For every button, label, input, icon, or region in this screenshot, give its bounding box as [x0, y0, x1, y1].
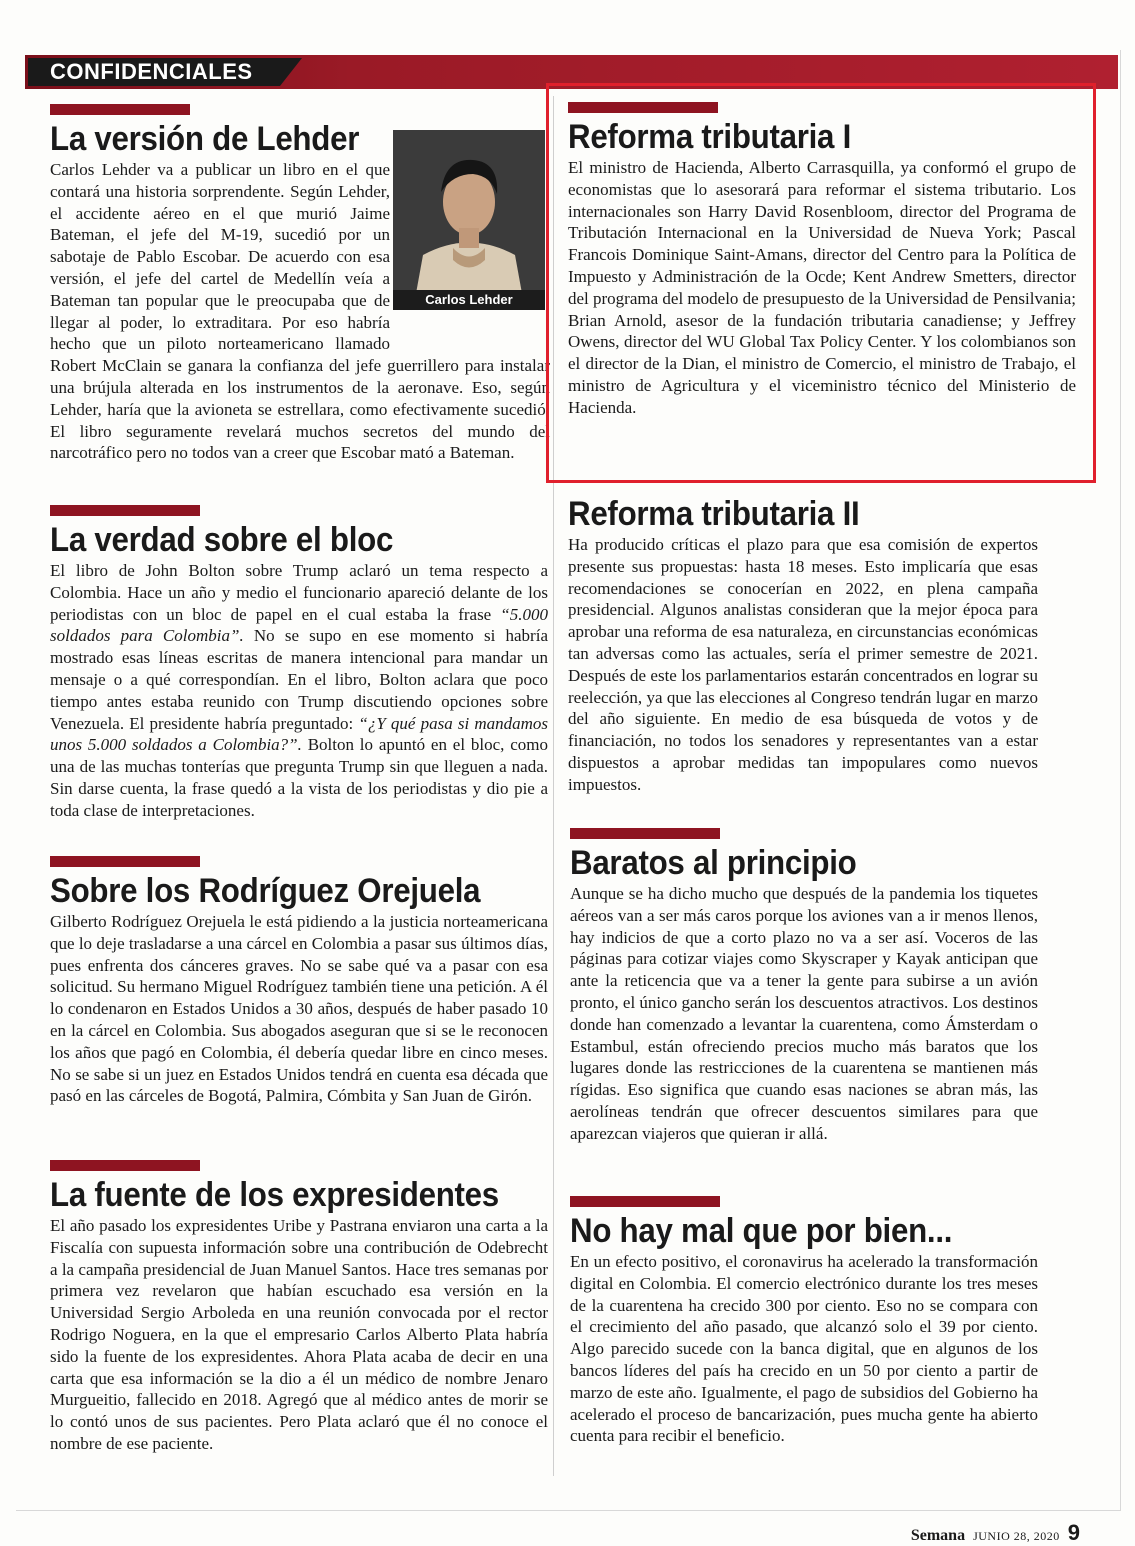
accent-bar	[570, 1196, 720, 1207]
highlight-box	[546, 83, 1096, 483]
article-body: Gilberto Rodríguez Orejuela le está pidiendo a la justicia norteamericana que lo deje trasladarse a una cárcel en Colombia a pasar sus últimos días, pues enfrenta dos cánceres graves. No se sabe qué va a pasar con esa solicitud. Su hermano Miguel Rodríguez también tiene una petición. A él lo condenaron en Estados Unidos a 30 años, después de haber pasado 10 en la cárcel en Colombia. Sus abogados aseguran que si se le reconocen los años que pagó en Colombia, él debería quedar libre en cinco meses. No se sabe si un juez en Estados Unidos tendrá en cuenta esa década que pasó en las cárceles de Bogotá, Palmira, Cómbita y San Juan de Girón.	[50, 912, 548, 1106]
headline: La verdad sobre el bloc	[50, 521, 394, 559]
article-baratos	[570, 828, 1038, 1145]
accent-bar	[570, 828, 720, 839]
article-body: Ha producido críticas el plazo para que esa comisión de expertos presente sus propuestas: hasta 18 meses. Esto implicaría que esas recomendaciones se conocerían en 2022, en plena campaña presidencial. Algunos analistas consideran que la mejor época para aprobar una reforma de esa naturaleza, en circunstancias económicas tan adversas como las actuales, sería el primer semestre de 2021. Después de este los parlamentarios estarán concentrados en lograr su reelección, ya que las elecciones al Congreso tendrán lugar en marzo del año siguiente. En medio de esa búsqueda de votos y de financiación, no todos los senadores y representantes van a estar dispuestos a aprobar medidas tan impopulares como nuevos impuestos.	[568, 535, 1038, 794]
headline: La versión de Lehder	[50, 120, 360, 158]
section-label: CONFIDENCIALES	[28, 58, 280, 86]
headline: No hay mal que por bien...	[570, 1212, 953, 1250]
article-body: El año pasado los expresidentes Uribe y Pastrana enviaron una carta a la Fiscalía con supuesta información sobre una contribución de Odebrecht a la campaña presidencial de Juan Manuel Santos. Hace tres semanas por primera vez revelaron que habían escuchado esa versión en la Universidad Sergio Arboleda en una reunión convocada por el rector Rodrigo Noguera, en la que el empresario Carlos Alberto Plata habría sido la fuente de los expresidentes. Ahora Plata acaba de decir en una carta que esa información se la dio a él un médico de nombre Jenaro Murgueitio, fallecido en 2018. Agregó que al médico antes de morir se lo contó unos de sus pacientes. Pero Plata aclaró que él no conoce el nombre de ese paciente.	[50, 1216, 548, 1453]
article-expresidentes	[50, 1160, 548, 1455]
article-body: Carlos Lehder va a publicar un libro en el que contará una historia sorprendente. Según Lehder, el accidente aéreo en el que murió Jaime Bateman, el jefe del M-19, sucedió por un sabotaje de Pablo Escobar. De acuerdo con esa versión, el jefe del cartel de Medellín veía a Bateman tan popular que le preocupaba que de llegar al poder, lo extraditara. Por eso habría hecho que un piloto norteamericano llamado Robert McClain se ganara la confianza del jefe guerrillero para instalar una brújula alterada en los instrumentos de la aeronave. Eso, según Lehder, haría que la avioneta se estrellara, como efectivamente sucedió. El libro seguramente revelará muchos secretos del mundo del narcotráfico pero no todos van a creer que Escobar mató a Bateman.	[50, 160, 550, 463]
accent-bar	[50, 505, 200, 516]
headline: La fuente de los expresidentes	[50, 1176, 499, 1214]
headline: Reforma tributaria II	[568, 495, 860, 533]
headline: Baratos al principio	[570, 844, 857, 882]
article-body	[50, 560, 548, 822]
article-body: En un efecto positivo, el coronavirus ha acelerado la transformación digital en Colombia. El comercio electrónico durante los tres meses de la cuarentena ha crecido 300 por ciento. Eso no se compara con el crecimiento del año pasado, que alcanzó solo el 39 por ciento. Algo parecido sucede con la banca digital, que en algunos de los bancos líderes del país ha crecido en un 50 por ciento a partir de marzo de este año. Igualmente, el pago de subsidios del Gobierno ha acelerado el proceso de bancarización, pues mucha gente ha abierto cuenta para recibir el beneficio.	[570, 1252, 1038, 1446]
publication-name: Semana	[910, 1527, 966, 1544]
article-reforma-2	[568, 496, 1038, 796]
page-number: 9	[1067, 1520, 1080, 1545]
photo-caption: Carlos Lehder	[393, 290, 545, 310]
portrait-photo	[393, 130, 545, 310]
body-text: No se supo en ese momento si habría mostrado esas líneas escritas de manera intencional para mandar un mensaje o a qué correspondían. En el libro, Bolton aclara que poco tiempo antes estaba reunido con Trump discutiendo opciones sobre Venezuela. El presidente habría preguntado:	[50, 626, 548, 733]
page-footer	[911, 1520, 1080, 1546]
body-text: El libro de John Bolton sobre Trump aclaró un tema respecto a Colombia. Hace un año y medio el funcionario apareció delante de los periodistas con un bloc de papel en el cual estaba la frase	[50, 561, 548, 624]
accent-bar	[50, 104, 190, 115]
quote-text: “5.000 soldados para Colombia”.	[50, 604, 548, 646]
headline: Sobre los Rodríguez Orejuela	[50, 872, 481, 910]
article-mal-bien	[570, 1196, 1038, 1447]
issue-date: JUNIO 28, 2020	[973, 1529, 1060, 1543]
portrait-image	[393, 130, 545, 310]
article-body: Aunque se ha dicho mucho que después de la pandemia los tiquetes aéreos van a ser más caros porque los aviones van a ir menos llenos, hay indicios de que a corto plazo no va a ser así. Voceros de las páginas para cotizar viajes como Skyscraper y Kayak anticipan que ante la reticencia que va a tener la gente para subirse a un avión pronto, el único gancho serán los descuentos atractivos. Los destinos donde han comenzado a levantar la cuarentena, como Ámsterdam o Estambul, están ofreciendo precios mucho más baratos que los lugares donde las restricciones de la cuarentena se mantienen más rígidas. Eso significa que cuando esas naciones se abran más, las aerolíneas tendrán que ofrecer descuentos similares para que aparezcan viajeros que quieran ir allá.	[570, 884, 1038, 1143]
article-bloc	[50, 505, 548, 822]
body-text: Bolton lo apuntó en el bloc, como una de las muchas tonterías que pregunta Trump sin que lleguen a nada. Sin darse cuenta, la frase quedó a la vista de los periodistas y dio pie a toda clase de interpretaciones.	[50, 735, 548, 820]
article-body: El ministro de Hacienda, Alberto Carrasquilla, ya conformó el grupo de economistas que lo asesorará para reformar el sistema tributario. Los internacionales son Harry David Rosenbloom, director del Programa de Tributación Internacional en la Universidad de Nueva York; Pascal Francois Dominique Saint-Amans, director del Centro para la Política de Impuesto y Administración de la Ocde; Kent Andrew Smetters, director del programa del modelo de presupuesto de la Universidad de Pensilvania; Brian Arnold, asesor de la fundación tributaria canadiense; y Jeffrey Owens, director del WU Global Tax Policy Center. Y los colombianos son el director de la Dian, el ministro de Comercio, el ministro de Trabajo, el ministro de Agricultura y el viceministro técnico del Ministerio de Hacienda.	[568, 158, 1076, 417]
quote-text: “¿Y qué pasa si mandamos unos 5.000 soldados a Colombia?”.	[50, 713, 548, 755]
accent-bar	[50, 856, 200, 867]
headline: Reforma tributaria I	[568, 118, 852, 156]
accent-bar	[50, 1160, 200, 1171]
article-orejuela	[50, 856, 548, 1107]
